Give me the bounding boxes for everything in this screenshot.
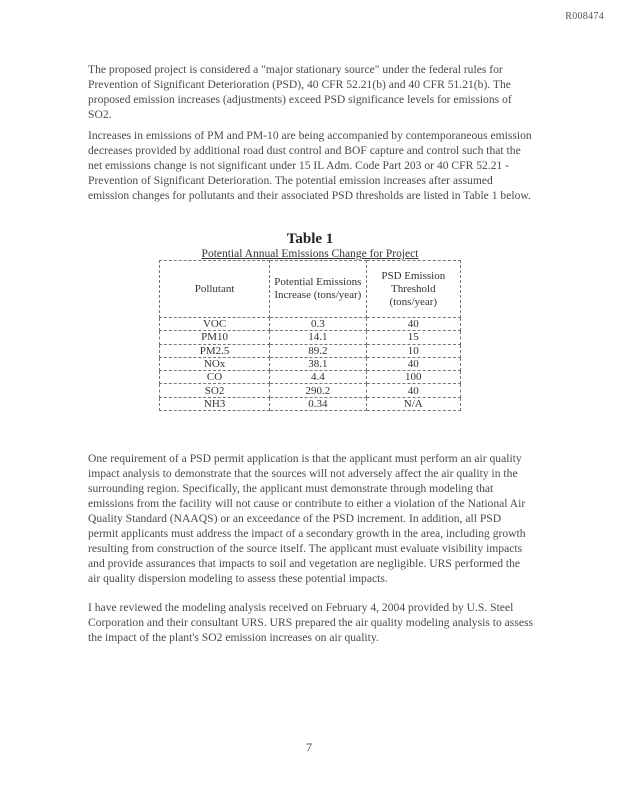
emissions-table [159, 260, 461, 411]
cell-threshold: N/A [366, 397, 460, 410]
cell-threshold: 15 [366, 331, 460, 344]
header-pollutant: Pollutant [160, 261, 270, 318]
header-psd-threshold: PSD Emission Threshold (tons/year) [366, 261, 460, 318]
cell-threshold: 40 [366, 357, 460, 370]
table-title: Table 1 [286, 231, 334, 247]
paragraph-psd-requirements: One requirement of a PSD permit application is that the applicant must perform an air quality impact analysis to demonstrate that the sources will not adversely affect the air quality in the surrounding region. Specifically, the applicant must demonstrate through modeling that emissions from the facility will not cause or contribute to either a violation of the National Air Quality Standard (NAAQS) or an exceedance of the PSD increment. In addition, all PSD permit applicants must address the impact of a secondary growth in the area, including growth resulting from construction of the source itself. The applicant must evaluate visibility impacts and provide assurances that impacts to soil and vegetation are negligible. URS performed the air quality dispersion modeling to assess these potential impacts. [88, 452, 526, 585]
table-subtitle: Potential Annual Emissions Change for Project [201, 248, 419, 260]
cell-increase: 290.2 [270, 384, 366, 397]
cell-pollutant: PM2.5 [160, 344, 270, 357]
table-row [160, 357, 461, 370]
cell-pollutant: NH3 [160, 397, 270, 410]
cell-threshold: 100 [366, 371, 460, 384]
cell-increase: 0.34 [270, 397, 366, 410]
table-row [160, 384, 461, 397]
paragraph-psd-major-source: The proposed project is considered a "major stationary source" under the federal rules for Prevention of Significant Deterioration (PSD), 40 CFR 52.21(b) and 40 CFR 51.21(b). The proposed emission increases (adjustments) exceed PSD significance levels for emissions of SO2. [88, 63, 512, 121]
cell-threshold: 40 [366, 318, 460, 331]
cell-increase: 14.1 [270, 331, 366, 344]
cell-pollutant: NOx [160, 357, 270, 370]
cell-pollutant: PM10 [160, 331, 270, 344]
table-header-row [160, 261, 461, 318]
cell-threshold: 40 [366, 384, 460, 397]
table-row [160, 371, 461, 384]
cell-pollutant: CO [160, 371, 270, 384]
document-id: R008474 [565, 11, 604, 22]
header-emissions-increase: Potential Emissions Increase (tons/year) [270, 261, 366, 318]
cell-increase: 89.2 [270, 344, 366, 357]
cell-increase: 4.4 [270, 371, 366, 384]
cell-threshold: 10 [366, 344, 460, 357]
paragraph-emission-increases: Increases in emissions of PM and PM-10 are being accompanied by contemporaneous emission decreases provided by additional road dust control and BOF capture and control such that the net emissions change is not significant under 15 IL Adm. Code Part 203 or 40 CFR 52.21 - Prevention of Significant Deterioration. The potential emission increases after assumed emission changes for pollutants and their associated PSD thresholds are listed in Table 1 below. [88, 129, 532, 202]
cell-pollutant: VOC [160, 318, 270, 331]
table-row [160, 318, 461, 331]
cell-increase: 38.1 [270, 357, 366, 370]
paragraph-modeling-review: I have reviewed the modeling analysis received on February 4, 2004 provided by U.S. Steel Corporation and their consultant URS. URS prepared the air quality modeling analysis to assess the impact of the plant's SO2 emission increases on air quality. [88, 601, 533, 644]
cell-pollutant: SO2 [160, 384, 270, 397]
table-row [160, 344, 461, 357]
table-row [160, 331, 461, 344]
page-number: 7 [306, 740, 312, 754]
cell-increase: 0.3 [270, 318, 366, 331]
table-row [160, 397, 461, 410]
